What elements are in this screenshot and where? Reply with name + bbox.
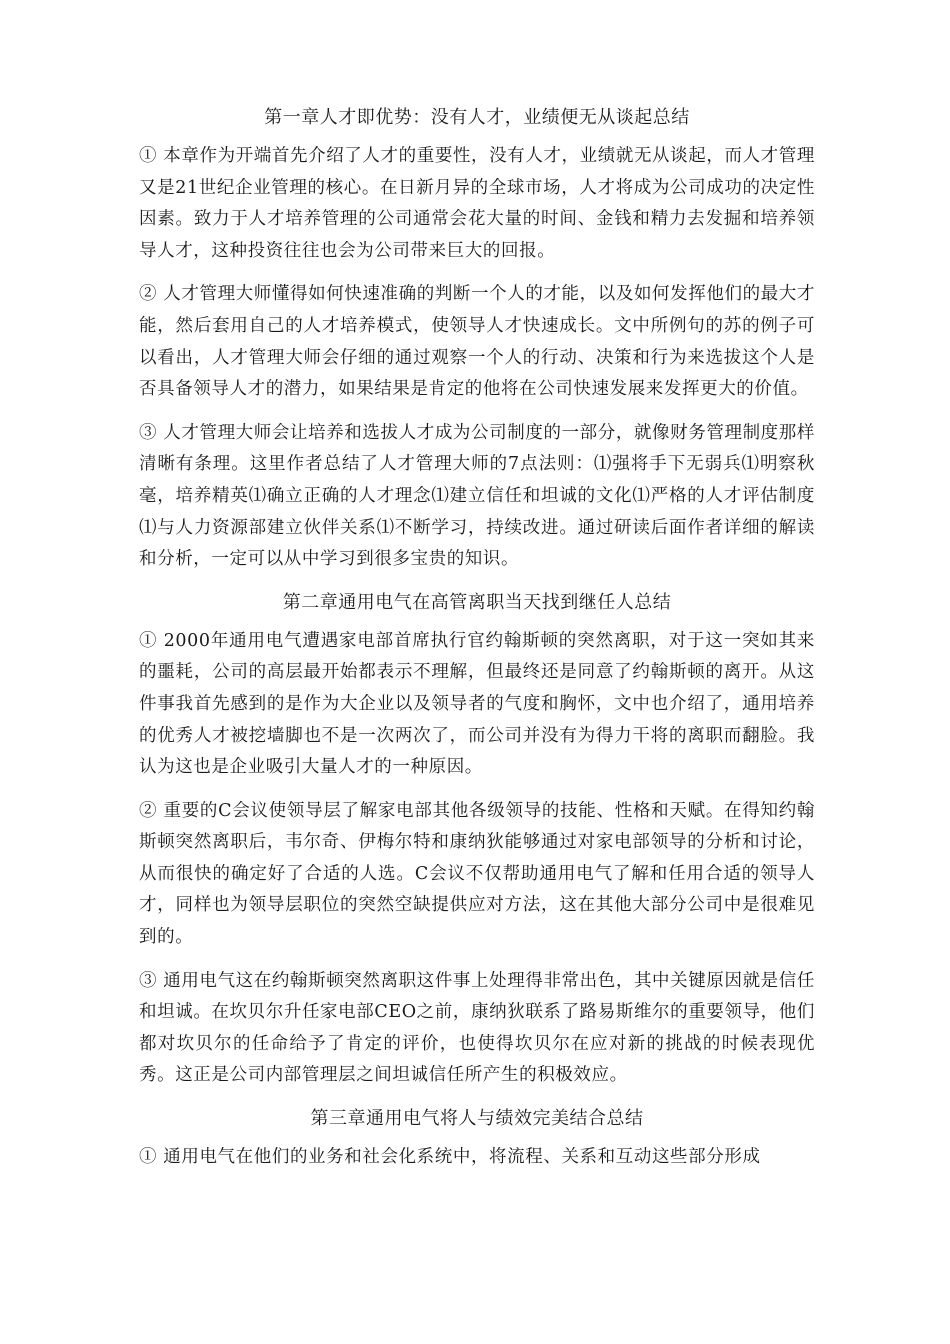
paragraph: ① 2000年通用电气遭遇家电部首席执行官约翰斯顿的突然离职，对于这一突如其来的噩耗，公司的高层最开始都表示不理解，但最终还是同意了约翰斯顿的离开。从这件事我首先感到的是作为大企业以及领导者的气度和胸怀，文中也介绍了，通用培养的优秀人才被挖墙脚也不是一次两次了，而公司并没有为得力干将的离职而翻脸。我认为这也是企业吸引大量人才的一种原因。 — [139, 630, 815, 778]
paragraph: ① 通用电气在他们的业务和社会化系统中，将流程、关系和互动这些部分形成 — [139, 1147, 761, 1168]
paragraph: ② 人才管理大师懂得如何快速准确的判断一个人的才能，以及如何发挥他们的最大才能，然后套用自己的人才培养模式，使领导人才快速成长。文中所例句的苏的例子可以看出，人才管理大师会仔细的通过观察一个人的行动、决策和行为来选拔这个人是否具备领导人才的潜力，如果结果是肯定的他将在公司快速发展来发挥更大的价值。 — [139, 284, 815, 400]
paragraph: ③ 人才管理大师会让培养和选拔人才成为公司制度的一部分，就像财务管理制度那样清晰有条理。这里作者总结了人才管理大师的7点法则：⑴强将手下无弱兵⑴明察秋毫，培养精英⑴确立正确的人才理念⑴建立信任和坦诚的文化⑴严格的人才评估制度⑴与人力资源部建立伙伴关系⑴不断学习，持续改进。通过研读后面作者详细的解读和分析，一定可以从中学习到很多宝贵的知识。 — [139, 422, 815, 570]
paragraph: ② 重要的C会议使领导层了解家电部其他各级领导的技能、性格和天赋。在得知约翰斯顿突然离职后，韦尔奇、伊梅尔特和康纳狄能够通过对家电部领导的分析和讨论，从而很快的确定好了合适的人选。C会议不仅帮助通用电气了解和任用合适的领导人才，同样也为领导层职位的突然空缺提供应对方法，这在其他大部分公司中是很难见到的。 — [139, 800, 815, 948]
document-page — [139, 103, 815, 1186]
section-heading: 第二章通用电气在高管离职当天找到继任人总结 — [282, 591, 672, 613]
section-heading: 第三章通用电气将人与绩效完美结合总结 — [310, 1108, 644, 1130]
section-heading: 第一章人才即优势：没有人才，业绩便无从谈起总结 — [264, 107, 690, 128]
paragraph: ③ 通用电气这在约翰斯顿突然离职这件事上处理得非常出色，其中关键原因就是信任和坦诚。在坎贝尔升任家电部CEO之前，康纳狄联系了路易斯维尔的重要领导，他们都对坎贝尔的任命给予了肯定的评价，也使得坎贝尔在应对新的挑战的时候表现优秀。这正是公司内部管理层之间坦诚信任所产生的积极效应。 — [139, 970, 815, 1086]
paragraph: ① 本章作为开端首先介绍了人才的重要性，没有人才，业绩就无从谈起，而人才管理又是21世纪企业管理的核心。在日新月异的全球市场，人才将成为公司成功的决定性因素。致力于人才培养管理的公司通常会花大量的时间、金钱和精力去发掘和培养领导人才，这种投资往往也会为公司带来巨大的回报。 — [139, 146, 815, 261]
